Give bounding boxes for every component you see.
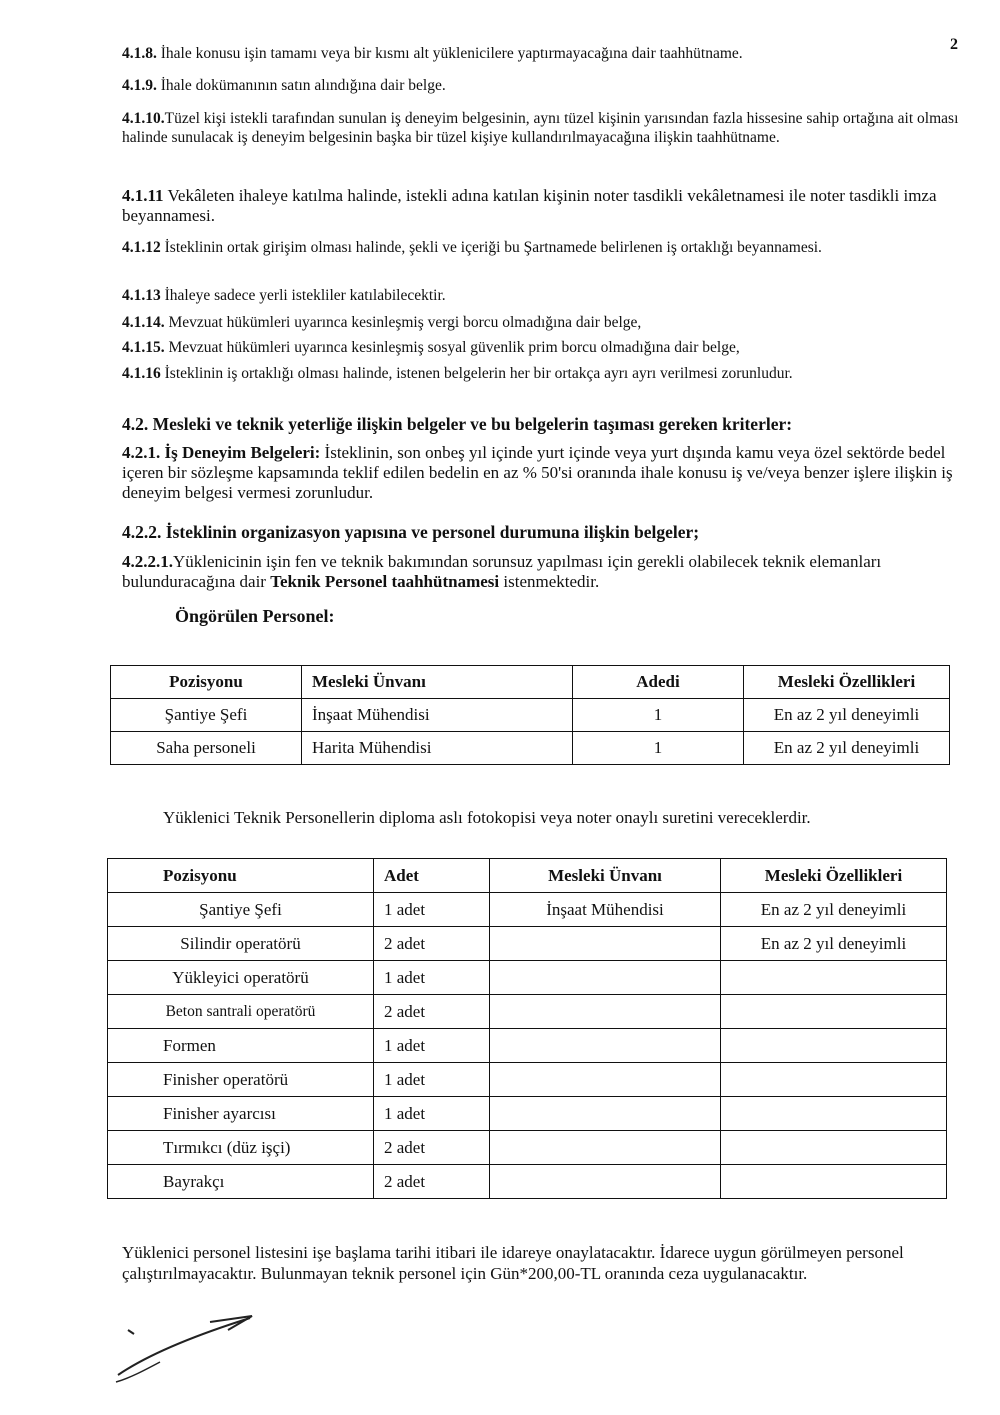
clause-text: İsteklinin iş ortaklığı olması halinde, istenen belgelerin her bir ortakça ayrı ayrı verilmesi zorunludur. (160, 365, 793, 382)
table-row (108, 1029, 947, 1063)
table-cell: 1 adet (374, 961, 490, 995)
table-cell: Şantiye Şefi (111, 699, 302, 732)
table-cell: 2 adet (374, 1165, 490, 1199)
table-cell: 1 adet (374, 1097, 490, 1131)
table-header: Mesleki Ünvanı (302, 666, 573, 699)
clause-id: 4.1.8. (122, 45, 157, 62)
clause-text: Mevzuat hükümleri uyarınca kesinleşmiş sosyal güvenlik prim borcu olmadığına dair belge, (164, 339, 740, 356)
table-cell: Şantiye Şefi (108, 893, 374, 927)
table-header: Adet (374, 859, 490, 893)
table-row (108, 961, 947, 995)
table-row (111, 699, 950, 732)
clause-text: İhale konusu işin tamamı veya bir kısmı alt yüklenicilere yaptırmayacağına dair taahhütname. (156, 45, 743, 62)
section-heading-4-2-2: 4.2.2. İsteklinin organizasyon yapısına ve personel durumuna ilişkin belgeler; (122, 522, 700, 542)
clause-4-1-8 (122, 44, 960, 63)
clause-4-1-14 (122, 313, 960, 332)
table-row (108, 1165, 947, 1199)
table-cell: 2 adet (374, 1131, 490, 1165)
table-cell (721, 1029, 947, 1063)
table-row (108, 1097, 947, 1131)
clause-text: Vekâleten ihaleye katılma halinde, istekli adına katılan kişinin noter tasdikli vekâletnamesi ile noter tasdikli imza beyannamesi. (122, 186, 937, 225)
table-header: Mesleki Özellikleri (744, 666, 950, 699)
paragraph-id: 4.2.2.1. (122, 552, 173, 571)
table-cell (721, 1165, 947, 1199)
clause-id: 4.1.11 (122, 186, 164, 205)
table-cell: Finisher ayarcısı (108, 1097, 374, 1131)
table-header-row (108, 859, 947, 893)
table-cell (721, 1063, 947, 1097)
clause-id: 4.1.15. (122, 339, 165, 356)
signature-mark (100, 1300, 260, 1390)
table-header-row (111, 666, 950, 699)
table-header: Adedi (573, 666, 744, 699)
clause-id: 4.1.9. (122, 77, 157, 94)
clause-text: İhale dokümanının satın alındığına dair belge. (156, 77, 446, 94)
table-cell: Saha personeli (111, 732, 302, 765)
table-cell (490, 927, 721, 961)
clause-4-1-13 (122, 286, 960, 305)
table-row (108, 1131, 947, 1165)
table-header: Mesleki Ünvanı (490, 859, 721, 893)
table-cell: En az 2 yıl deneyimli (744, 699, 950, 732)
table-cell: 1 (573, 699, 744, 732)
table-cell (490, 1097, 721, 1131)
clause-text: Mevzuat hükümleri uyarınca kesinleşmiş vergi borcu olmadığına dair belge, (164, 314, 642, 331)
clause-text: İhaleye sadece yerli istekliler katılabilecektir. (160, 287, 446, 304)
paragraph-text: Yüklenicinin işin fen ve teknik bakımından sorunsuz yapılması için gerekli olabilecek teknik elemanları bulunduracağına dair (122, 552, 882, 591)
table-cell: En az 2 yıl deneyimli (721, 893, 947, 927)
table-cell: 1 adet (374, 1063, 490, 1097)
personel-title: Öngörülen Personel: (175, 606, 335, 626)
table-cell: 1 (573, 732, 744, 765)
table-cell: 1 adet (374, 893, 490, 927)
section-heading-4-2: 4.2. Mesleki ve teknik yeterliğe ilişkin belgeler ve bu belgelerin taşıması gereken kriterler: (122, 414, 793, 434)
table-cell: İnşaat Mühendisi (490, 893, 721, 927)
clause-id: 4.1.14. (122, 314, 165, 331)
clause-text: İsteklinin ortak girişim olması halinde, şekli ve içeriği bu Şartnamede belirlenen iş ortaklığı beyannamesi. (160, 239, 822, 256)
clause-4-1-15 (122, 338, 960, 357)
table-cell: En az 2 yıl deneyimli (721, 927, 947, 961)
clause-id: 4.1.13 (122, 287, 161, 304)
table-row (108, 1063, 947, 1097)
table-cell: Formen (108, 1029, 374, 1063)
table-cell (490, 995, 721, 1029)
clause-4-1-10 (122, 109, 960, 147)
clause-4-1-11 (122, 186, 960, 226)
clause-4-1-16 (122, 364, 960, 383)
table-header: Pozisyonu (111, 666, 302, 699)
table-cell: İnşaat Mühendisi (302, 699, 573, 732)
table-cell (721, 995, 947, 1029)
clause-text: Tüzel kişi istekli tarafından sunulan iş deneyim belgesinin, aynı tüzel kişinin yarısından fazla hissesine sahip ortağına ait olması halinde sunulacak iş deneyim belgesinin başka bir tüzel kişiye kullandırılmayacağına ilişkin taahhütname. (122, 110, 959, 146)
table-cell (721, 1097, 947, 1131)
paragraph-text-end: istenmektedir. (499, 572, 600, 591)
table-row (108, 893, 947, 927)
paragraph-id: 4.2.1. İş Deneyim Belgeleri: (122, 443, 321, 462)
clause-id: 4.1.10. (122, 110, 165, 127)
table-cell: Silindir operatörü (108, 927, 374, 961)
table-cell (490, 1029, 721, 1063)
table-cell: 2 adet (374, 927, 490, 961)
table-cell: Bayrakçı (108, 1165, 374, 1199)
table-cell: Yükleyici operatörü (108, 961, 374, 995)
clause-4-1-12 (122, 238, 960, 257)
table-cell: Beton santrali operatörü (108, 995, 374, 1029)
table-cell (490, 961, 721, 995)
paragraph-4-2-2-1 (122, 552, 960, 592)
table-cell: 1 adet (374, 1029, 490, 1063)
paragraph-bold-text: Teknik Personel taahhütnamesi (270, 572, 500, 591)
clause-4-1-9 (122, 76, 960, 95)
table-header: Pozisyonu (108, 859, 374, 893)
table-cell (490, 1131, 721, 1165)
paragraph-4-2-1 (122, 443, 960, 503)
table-cell (721, 961, 947, 995)
paragraph-text: İsteklinin, son onbeş yıl içinde yurt içinde veya yurt dışında kamu veya özel sektörde bedel içeren bir sözleşme kapsamında teklif edilen bedelin en az % 50'si oranında ihale konusu iş ve/veya benzer işlere ilişkin iş deneyim belgesi vermesi zorunludur. (122, 443, 953, 502)
table-header: Mesleki Özellikleri (721, 859, 947, 893)
table-cell: Finisher operatörü (108, 1063, 374, 1097)
table-cell (490, 1165, 721, 1199)
table-cell: Tırmıkcı (düz işçi) (108, 1131, 374, 1165)
table-cell: Harita Mühendisi (302, 732, 573, 765)
page-number: 2 (950, 36, 958, 53)
clause-id: 4.1.16 (122, 365, 161, 382)
table-cell: En az 2 yıl deneyimli (744, 732, 950, 765)
table-row (108, 995, 947, 1029)
diploma-note: Yüklenici Teknik Personellerin diploma aslı fotokopisi veya noter onaylı suretini vereceklerdir. (163, 808, 811, 827)
table-cell: 2 adet (374, 995, 490, 1029)
table-row (111, 732, 950, 765)
closing-paragraph: Yüklenici personel listesini işe başlama tarihi itibari ile idareye onaylatacaktır. İdarece uygun görülmeyen personel çalıştırılmayacaktır. Bulunmayan teknik personel için Gün*200,00-TL oranında ceza uygulanacaktır. (122, 1243, 904, 1283)
clause-id: 4.1.12 (122, 239, 161, 256)
staff-table (107, 858, 947, 1199)
table-cell (490, 1063, 721, 1097)
table-row (108, 927, 947, 961)
personel-table (110, 665, 950, 765)
table-cell (721, 1131, 947, 1165)
